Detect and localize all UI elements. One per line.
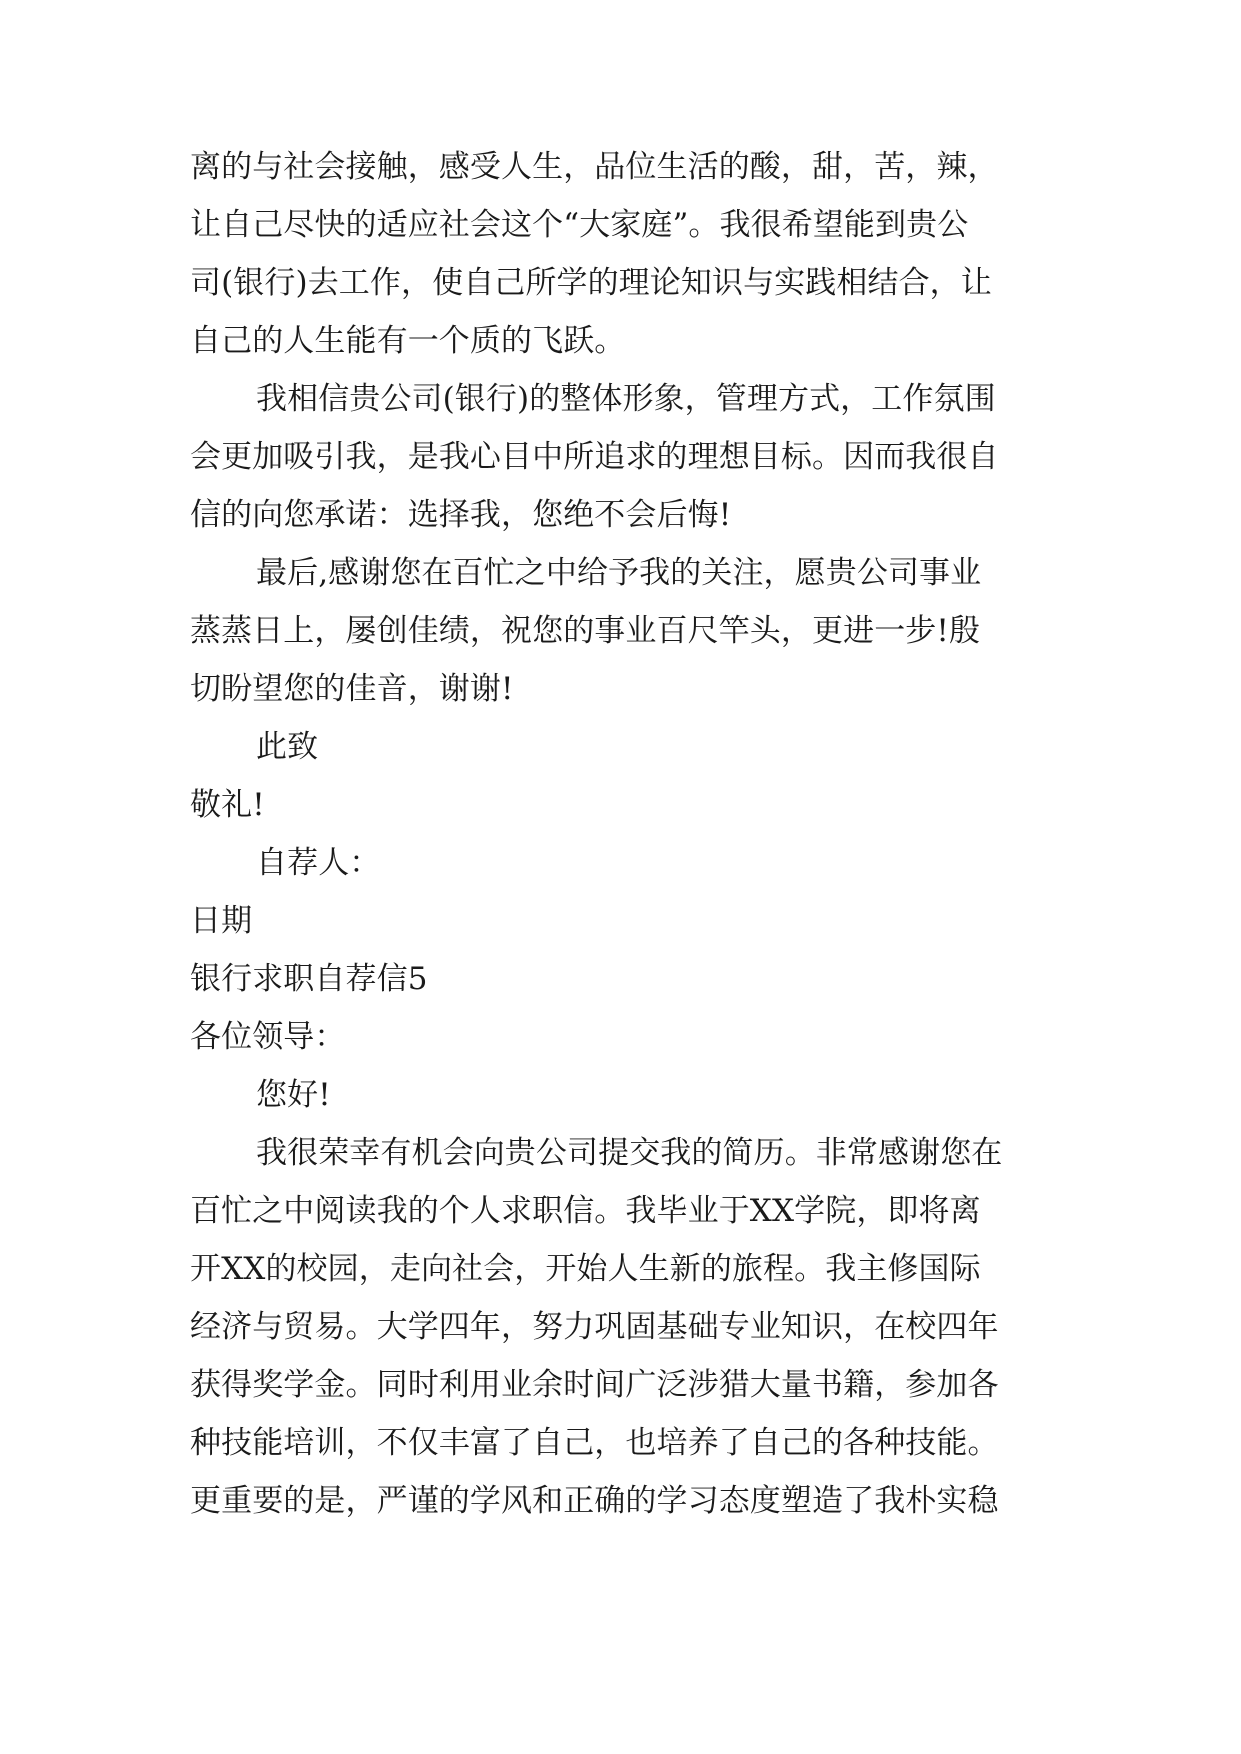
closing-salutation: 此致 bbox=[256, 729, 319, 765]
closing-regards: 敬礼! bbox=[190, 787, 265, 823]
text-line: 种技能培训，不仅丰富了自己，也培养了自己的各种技能。 bbox=[190, 1425, 999, 1461]
text-line: 自己的人生能有一个质的飞跃。 bbox=[190, 323, 626, 359]
text-line: 会更加吸引我，是我心目中所追求的理想目标。因而我很自 bbox=[190, 439, 999, 475]
text-line: 让自己尽快的适应社会这个“大家庭”。我很希望能到贵公 bbox=[190, 207, 969, 243]
paragraph-start-line: 我相信贵公司(银行)的整体形象，管理方式，工作氛围 bbox=[256, 381, 996, 417]
greeting-recipient: 各位领导： bbox=[190, 1019, 346, 1055]
text-line: 蒸蒸日上，屡创佳绩，祝您的事业百尺竿头，更进一步!殷 bbox=[190, 613, 981, 649]
section-title: 银行求职自荐信5 bbox=[190, 961, 428, 997]
text-line: 百忙之中阅读我的个人求职信。我毕业于XX学院，即将离 bbox=[190, 1193, 981, 1229]
text-line: 获得奖学金。同时利用业余时间广泛涉猎大量书籍，参加各 bbox=[190, 1367, 999, 1403]
text-line: 司(银行)去工作，使自己所学的理论知识与实践相结合，让 bbox=[190, 265, 992, 301]
text-line: 信的向您承诺：选择我，您绝不会后悔! bbox=[190, 497, 732, 533]
paragraph-start-line: 最后,感谢您在百忙之中给予我的关注，愿贵公司事业 bbox=[256, 555, 982, 591]
text-line: 离的与社会接触，感受人生，品位生活的酸，甜，苦，辣， bbox=[190, 149, 999, 185]
text-line: 开XX的校园，走向社会，开始人生新的旅程。我主修国际 bbox=[190, 1251, 981, 1287]
paragraph-start-line: 我很荣幸有机会向贵公司提交我的简历。非常感谢您在 bbox=[256, 1135, 1003, 1171]
text-line: 更重要的是，严谨的学风和正确的学习态度塑造了我朴实稳 bbox=[190, 1483, 999, 1519]
greeting: 您好! bbox=[256, 1077, 331, 1113]
text-line: 经济与贸易。大学四年，努力巩固基础专业知识，在校四年 bbox=[190, 1309, 999, 1345]
date-label: 日期 bbox=[190, 903, 253, 939]
signature-label: 自荐人： bbox=[256, 845, 381, 881]
text-line: 切盼望您的佳音，谢谢! bbox=[190, 671, 514, 707]
